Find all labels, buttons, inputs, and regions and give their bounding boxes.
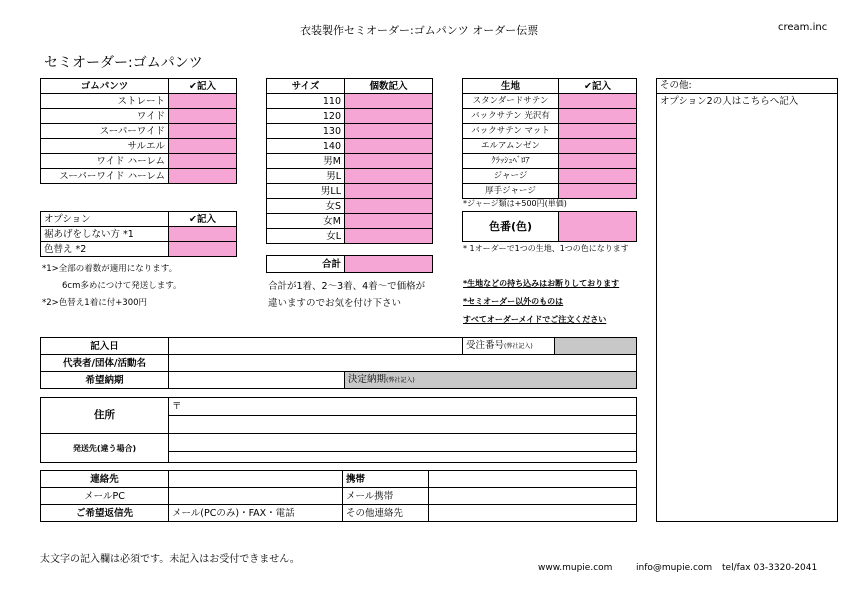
size-qty-cell[interactable] xyxy=(345,124,433,139)
note-right-1: * 1オーダーで1つの生地、1つの色になります xyxy=(463,244,629,253)
option-row-label: 裾あげをしない方 *1 xyxy=(41,227,169,242)
contact-field[interactable] xyxy=(169,471,343,488)
size-total-cell[interactable] xyxy=(345,256,433,273)
order-no-label-text: 受注番号 xyxy=(466,340,505,351)
brand-name: cream.inc xyxy=(778,22,828,33)
ship-to-label: 発送先(違う場合) xyxy=(41,434,169,463)
size-qty-cell[interactable] xyxy=(345,184,433,199)
info-table-2 xyxy=(40,397,637,463)
size-qty-cell[interactable] xyxy=(345,154,433,169)
fixed-deadline-note: (弊社記入) xyxy=(386,377,415,384)
pants-check-header: ✔記入 xyxy=(169,79,237,94)
fabric-row-label: ｸﾗｯｼｭﾍﾞﾛｱ xyxy=(463,154,559,169)
address-label: 住所 xyxy=(41,398,169,434)
option-table xyxy=(40,211,237,257)
contact-table xyxy=(40,470,637,522)
size-row-label: 120 xyxy=(267,109,345,124)
fabric-row-label: エルアムンゼン xyxy=(463,139,559,154)
size-qty-cell[interactable] xyxy=(345,169,433,184)
option-check-header: ✔記入 xyxy=(169,212,237,227)
color-label: 色番(色) xyxy=(463,212,559,242)
size-table xyxy=(266,78,433,244)
pants-table xyxy=(40,78,237,184)
fabric-header: 生地 xyxy=(463,79,559,94)
fabric-check-cell[interactable] xyxy=(559,169,637,184)
size-row-label: 130 xyxy=(267,124,345,139)
fabric-check-cell[interactable] xyxy=(559,154,637,169)
fixed-deadline-label: 決定納期 xyxy=(348,374,387,385)
reply-label: ご希望返信先 xyxy=(41,505,169,522)
size-row-label: 男M xyxy=(267,154,345,169)
fabric-row-label: バックサテン マット xyxy=(463,124,559,139)
email-mobile-label: メール携帯 xyxy=(343,488,429,505)
note-mid-2: 違いますのでお気を付け下さい xyxy=(268,298,402,309)
reply-options[interactable]: メール(PCのみ)・FAX・電話 xyxy=(169,505,343,522)
fixed-deadline-field xyxy=(345,372,637,389)
ship-to-field-2[interactable] xyxy=(169,452,637,463)
size-row-label: 女M xyxy=(267,214,345,229)
fabric-row-label: スタンダードサテン xyxy=(463,94,559,109)
pants-row-label: ストレート xyxy=(41,94,169,109)
pants-header: ゴムパンツ xyxy=(41,79,169,94)
address-field-2[interactable] xyxy=(169,416,637,434)
size-row-label: 女L xyxy=(267,229,345,244)
size-row-label: 男L xyxy=(267,169,345,184)
entry-date-label: 記入日 xyxy=(41,338,169,355)
pants-check-cell[interactable] xyxy=(169,94,237,109)
option-row-label: 色替え *2 xyxy=(41,242,169,257)
size-total-label: 合計 xyxy=(267,256,345,273)
fabric-check-header: ✔記入 xyxy=(559,79,637,94)
option-check-cell[interactable] xyxy=(169,227,237,242)
pants-row-label: ワイド ハーレム xyxy=(41,154,169,169)
deadline-field[interactable] xyxy=(169,372,345,389)
color-table xyxy=(462,211,637,242)
page-title: セミオーダー:ゴムパンツ xyxy=(44,55,203,71)
note-left-2: 6cm多めにつけて発送します。 xyxy=(62,281,182,291)
other-text: オプション2の人はこちらへ記入 xyxy=(660,96,799,107)
pants-check-cell[interactable] xyxy=(169,109,237,124)
fabric-check-cell[interactable] xyxy=(559,94,637,109)
size-row-label: 140 xyxy=(267,139,345,154)
contact-label: 連絡先 xyxy=(41,471,169,488)
fabric-check-cell[interactable] xyxy=(559,139,637,154)
jersey-note: *ジャージ類は+500円(単価) xyxy=(463,199,567,208)
other-contact-label: その他連絡先 xyxy=(343,505,429,522)
other-contact-field[interactable] xyxy=(429,505,637,522)
fabric-row-label: ジャージ xyxy=(463,169,559,184)
size-qty-cell[interactable] xyxy=(345,229,433,244)
pants-row-label: スーパーワイド ハーレム xyxy=(41,169,169,184)
size-qty-header: 個数記入 xyxy=(345,79,433,94)
note-right-4: すべてオーダーメイドでご注文ください xyxy=(463,315,607,324)
document-title: 衣装製作セミオーダー:ゴムパンツ オーダー伝票 xyxy=(300,24,539,37)
representative-label: 代表者/団体/活動名 xyxy=(41,355,169,372)
other-box[interactable] xyxy=(656,78,838,522)
note-mid-1: 合計が1着、2～3着、4着～で価格が xyxy=(268,281,426,292)
footer-note: 太文字の記入欄は必須です。未記入はお受付できません。 xyxy=(40,554,300,565)
option-header: オプション xyxy=(41,212,169,227)
fabric-row-label: バックサテン 光沢有 xyxy=(463,109,559,124)
note-left-3: *2>色替え1着に付+300円 xyxy=(42,298,148,308)
pants-check-cell[interactable] xyxy=(169,154,237,169)
mobile-label: 携帯 xyxy=(343,471,429,488)
option-check-cell[interactable] xyxy=(169,242,237,257)
order-no-field xyxy=(555,338,637,355)
email-pc-label: メールPC xyxy=(41,488,169,505)
size-row-label: 男LL xyxy=(267,184,345,199)
note-right-2: *生地などの持ち込みはお断りしております xyxy=(463,279,620,288)
size-qty-cell[interactable] xyxy=(345,139,433,154)
pants-row-label: スーパーワイド xyxy=(41,124,169,139)
order-no-note: (弊社記入) xyxy=(504,343,533,350)
mobile-field[interactable] xyxy=(429,471,637,488)
size-qty-cell[interactable] xyxy=(345,94,433,109)
email-mobile-field[interactable] xyxy=(429,488,637,505)
info-table-1 xyxy=(40,337,637,389)
deadline-label: 希望納期 xyxy=(41,372,169,389)
fabric-row-label: 厚手ジャージ xyxy=(463,184,559,199)
footer-web: www.mupie.com xyxy=(538,563,613,573)
fabric-check-cell[interactable] xyxy=(559,184,637,199)
pants-row-label: ワイド xyxy=(41,109,169,124)
pants-check-cell[interactable] xyxy=(169,124,237,139)
entry-date-field[interactable] xyxy=(169,338,463,355)
order-no-label xyxy=(463,338,555,355)
size-header: サイズ xyxy=(267,79,345,94)
size-qty-cell[interactable] xyxy=(345,214,433,229)
postal-mark: 〒 xyxy=(172,401,182,412)
email-pc-field[interactable] xyxy=(169,488,343,505)
fabric-table xyxy=(462,78,637,199)
address-field[interactable] xyxy=(169,398,637,416)
size-row-label: 女S xyxy=(267,199,345,214)
color-input-cell[interactable] xyxy=(559,212,637,242)
fabric-check-cell[interactable] xyxy=(559,124,637,139)
ship-to-field[interactable] xyxy=(169,434,637,452)
note-right-3: *セミオーダー以外のものは xyxy=(463,297,564,306)
note-left-1: *1>全部の着数が適用になります。 xyxy=(42,264,178,274)
pants-check-cell[interactable] xyxy=(169,169,237,184)
size-qty-cell[interactable] xyxy=(345,109,433,124)
size-qty-cell[interactable] xyxy=(345,199,433,214)
other-title: その他: xyxy=(657,79,837,94)
footer-mail: info@mupie.com xyxy=(636,563,713,573)
pants-check-cell[interactable] xyxy=(169,139,237,154)
size-total-table xyxy=(266,255,433,273)
fabric-check-cell[interactable] xyxy=(559,109,637,124)
footer-tel: tel/fax 03-3320-2041 xyxy=(722,563,818,573)
representative-field[interactable] xyxy=(169,355,637,372)
size-row-label: 110 xyxy=(267,94,345,109)
pants-row-label: サルエル xyxy=(41,139,169,154)
